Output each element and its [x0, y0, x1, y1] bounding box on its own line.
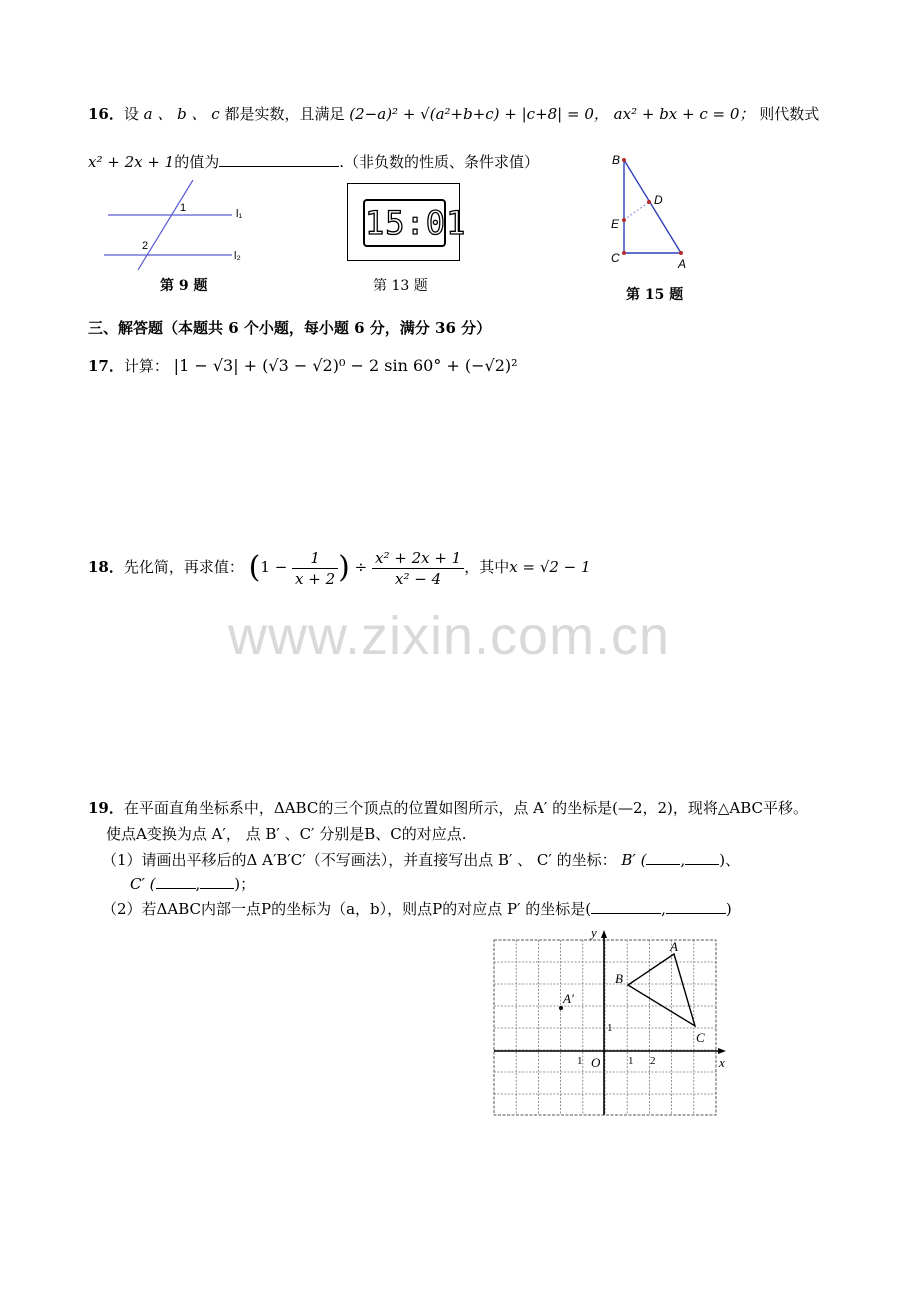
figure15-label-B: B [612, 153, 621, 167]
q19-part2-text: （2）若ΔABC内部一点P的坐标为（a，b），则点P的对应点 P′ 的坐标是( [102, 900, 592, 918]
q19-number: 19． [88, 799, 124, 817]
grid-label-2: 2 [650, 1055, 656, 1067]
grid-label-C: C [696, 1030, 705, 1045]
q19-part1-b-label: B′ ( [621, 851, 647, 869]
q19-part2-line [102, 899, 732, 919]
grid-label-B: B [615, 971, 623, 986]
grid-label-x: x [719, 1055, 725, 1070]
q16-line2 [88, 152, 539, 172]
q19-pprime-x-blank[interactable] [591, 899, 661, 914]
grid-label-A-prime: A′ [563, 991, 574, 1006]
q18-fraction-2 [372, 548, 464, 589]
q19-part1-comma-2: , [195, 875, 201, 893]
grid-label-1-up: 1 [607, 1022, 613, 1034]
q16-text-c: 则代数式 [759, 105, 820, 123]
section3-heading [88, 318, 491, 338]
q19-part1-b-close: )、 [719, 851, 741, 869]
figure15-point-D [647, 200, 651, 204]
grid-label-y: y [591, 928, 597, 940]
q19-part1-c-close: )； [234, 875, 256, 893]
figure15-label-D: D [654, 193, 663, 207]
figure13-clock-outer [347, 183, 467, 261]
q18-frac2-denominator: x² − 4 [395, 569, 442, 588]
figure15-point-C [622, 251, 626, 255]
figure15-side-AB [624, 160, 681, 253]
q19-line2 [106, 824, 467, 844]
q16-vars: a 、 b 、 c [143, 105, 220, 123]
q18-number: 18． [88, 558, 124, 576]
section3-note: （本题共 6 个小题，每小题 6 分，满分 36 分） [163, 319, 492, 337]
figure9-label-l1: l₁ [236, 208, 243, 220]
q18-text: 先化简，再求值： [123, 558, 244, 576]
grid-point-A-prime [559, 1006, 563, 1010]
q19-coordinate-grid [490, 928, 740, 1120]
figure15-label-C: C [611, 251, 620, 265]
q16-polynomial: x² + 2x + 1 [88, 153, 175, 171]
figure15-dashed-ED [624, 202, 649, 220]
q16-answer-blank[interactable] [219, 152, 339, 167]
q18-cond-expr: x = √2 − 1 [509, 558, 591, 576]
q19-part1-line [102, 850, 740, 870]
q18-paren-close: ) [338, 550, 350, 585]
grid-x-arrow [718, 1048, 726, 1054]
q19-cprime-y-blank[interactable] [200, 874, 234, 889]
q19-part1-comma-1: , [680, 851, 686, 869]
grid-label-O: O [591, 1055, 601, 1070]
q18-fraction-1 [292, 548, 338, 589]
q19-part1-c-label: C′ ( [130, 875, 156, 893]
figure9-caption: 第 9 题 [160, 278, 208, 294]
q19-text-1: 在平面直角坐标系中，ΔABC的三个顶点的位置如图所示，点 A′ 的坐标是(—2，2)，现将△ABC平移。 [123, 799, 809, 817]
q16-equation: ax² + bx + c = 0； [613, 105, 755, 123]
figure9-transversal [138, 180, 193, 270]
q19-bprime-x-blank[interactable] [646, 850, 680, 865]
q18-frac1-denominator: x + 2 [295, 569, 336, 588]
grid-label-1-right: 1 [628, 1055, 634, 1067]
q16-line1 [88, 104, 819, 124]
q16-number: 16． [88, 105, 124, 123]
q19-part2-comma: , [661, 900, 666, 918]
q19-cprime-x-blank[interactable] [156, 874, 196, 889]
grid-label-A: A [670, 939, 678, 954]
grid-label-1-left: 1 [577, 1055, 583, 1067]
figure13-caption: 第 13 题 [373, 278, 428, 294]
figure9-label-2: 2 [142, 240, 149, 252]
q17-number: 17． [88, 357, 124, 375]
q19-line1 [88, 798, 808, 818]
q19-part1-line2 [130, 874, 255, 894]
q19-bprime-y-blank[interactable] [685, 850, 719, 865]
figure9-diagram [100, 175, 260, 270]
q18-frac2-numerator: x² + 2x + 1 [372, 548, 464, 569]
q16-tail: .（非负数的性质、条件求值） [339, 153, 540, 171]
figure15-label-A: A [678, 257, 687, 271]
figure9-label-1: 1 [180, 202, 187, 214]
q19-pprime-y-blank[interactable] [666, 899, 726, 914]
q17-expression: |1 − √3| + (√3 − √2)⁰ − 2 sin 60° + (−√2)² [173, 356, 518, 375]
figure9-label-l2: l₂ [234, 250, 241, 262]
watermark: www.zixin.com.cn [228, 606, 671, 666]
figure15-point-E [622, 218, 626, 222]
figure15-point-A [679, 251, 683, 255]
figure15-label-E: E [611, 217, 620, 231]
figure13-clock-text: 15:01 [365, 204, 467, 242]
q16-text-d: 的值为 [174, 153, 220, 171]
q16-text-b: 都是实数，且满足 [224, 105, 345, 123]
q17-line [88, 356, 518, 376]
q19-part2-close: ) [725, 900, 732, 918]
q16-condition: (2−a)² + √(a²+b+c) + |c+8| = 0， [349, 105, 609, 123]
section3-title: 三、解答题 [88, 319, 164, 337]
figure15-caption: 第 15 题 [626, 287, 684, 303]
figure15-point-B [622, 158, 626, 162]
figure15-diagram [605, 150, 700, 275]
figure13-clock-display [363, 199, 467, 247]
q19-part1-text: （1）请画出平移后的Δ A′B′C′（不写画法），并直接写出点 B′ 、 C′ 的坐标： [102, 851, 617, 869]
q18-frac1-numerator: 1 [292, 548, 338, 569]
q18-line: 18．先化简，再求值： (1 − $\frac{1}{x + 2}$ ) ÷ $\frac{\text{x² + 2x + 1}}{\text{x² − 4}}$ ，其中x = √2 − 1 [88, 548, 591, 588]
q16-text-a: 设 [123, 105, 139, 123]
q18-cond-text: ，其中 [464, 558, 510, 576]
q19-text-2: 使点A变换为点 A′， 点 B′ 、C′ 分别是B、C的对应点. [106, 825, 467, 843]
q17-text: 计算： [123, 357, 169, 375]
grid-y-arrow [601, 930, 607, 938]
q18-paren-open: ( [248, 550, 261, 585]
